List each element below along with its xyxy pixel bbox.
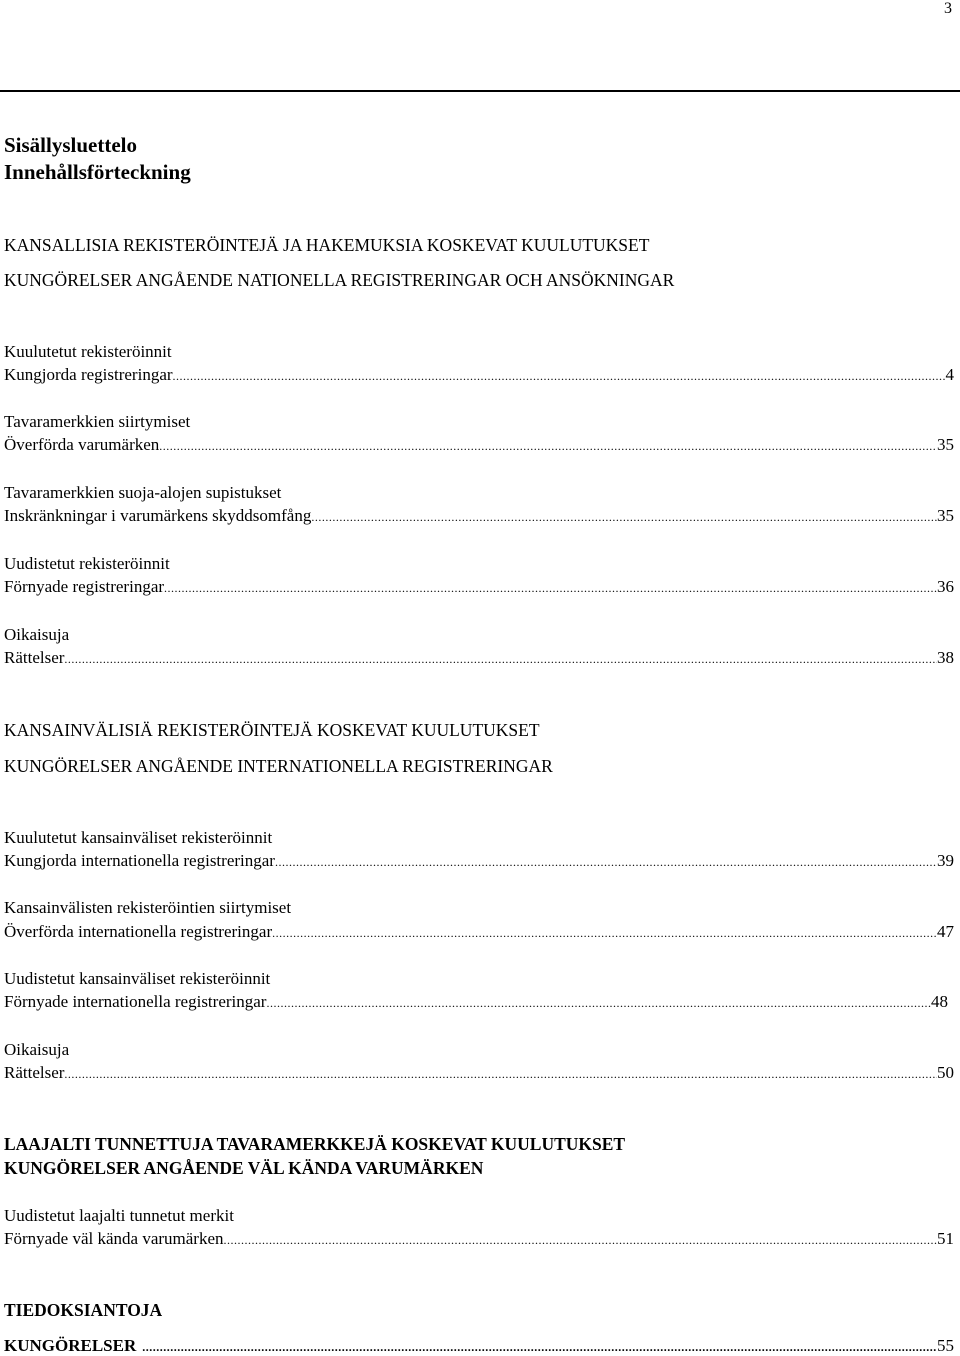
section-heading-national-fi: KANSALLISIA REKISTERÖINTEJÄ JA HAKEMUKSIA KOSKEVAT KUULUTUKSET — [4, 235, 650, 255]
entry-sv: Förnyade internationella registreringar — [4, 992, 267, 1011]
entry-sv: Förnyade registreringar — [4, 577, 165, 596]
page-number: 3 — [944, 0, 952, 17]
entry-sv: Förnyade väl kända varumärken — [4, 1229, 224, 1248]
dot-leader — [142, 1341, 937, 1353]
dot-leader — [164, 582, 937, 594]
toc-entry[interactable] — [4, 435, 954, 455]
entry-sv: Kungjorda registreringar — [4, 365, 173, 384]
entry-sv: Inskränkningar i varumärkens skyddsomfång — [4, 506, 312, 525]
toc-entry[interactable] — [4, 851, 954, 871]
toc-title-fi: Sisällysluettelo — [4, 133, 138, 157]
dot-leader — [266, 997, 931, 1009]
header-rule — [0, 90, 960, 92]
dot-leader — [173, 370, 946, 382]
entry-fi: Oikaisuja — [4, 625, 70, 644]
section-heading-international-fi: KANSAINVÄLISIÄ REKISTERÖINTEJÄ KOSKEVAT KUULUTUKSET — [4, 720, 540, 740]
section-heading-national-sv: KUNGÖRELSER ANGÅENDE NATIONELLA REGISTRERINGAR OCH ANSÖKNINGAR — [4, 270, 675, 290]
entry-fi: Oikaisuja — [4, 1040, 70, 1059]
entry-fi: Tavaramerkkien siirtymiset — [4, 412, 191, 431]
entry-page: 4 — [945, 365, 954, 384]
entry-sv: Kungjorda internationella registreringar — [4, 851, 275, 870]
toc-entry[interactable] — [4, 365, 954, 385]
entry-page: 36 — [937, 577, 954, 596]
entry-sv: Överförda internationella registreringar — [4, 922, 273, 941]
dot-leader — [64, 1068, 937, 1080]
entry-fi: Kansainvälisten rekisteröintien siirtymiset — [4, 898, 292, 917]
toc-entry[interactable] — [4, 1063, 954, 1083]
dot-leader — [272, 927, 937, 939]
dot-leader — [224, 1234, 938, 1246]
entry-sv: Rättelser — [4, 1063, 65, 1082]
entry-fi: Uudistetut kansainväliset rekisteröinnit — [4, 969, 271, 988]
toc-entry[interactable] — [4, 922, 954, 942]
toc-entry[interactable] — [4, 506, 954, 526]
toc-entry[interactable] — [4, 648, 954, 668]
entry-fi: Kuulutetut rekisteröinnit — [4, 342, 172, 361]
toc-title-sv: Innehållsförteckning — [4, 160, 191, 184]
section-heading-wellknown-fi: LAAJALTI TUNNETTUJA TAVARAMERKKEJÄ KOSKEVAT KUULUTUKSET — [4, 1134, 626, 1154]
entry-page: 47 — [937, 922, 954, 941]
section-heading-international-sv: KUNGÖRELSER ANGÅENDE INTERNATIONELLA REGISTRERINGAR — [4, 756, 553, 776]
entry-page: 51 — [937, 1229, 954, 1248]
dot-leader — [311, 511, 937, 523]
dot-leader — [275, 856, 937, 868]
entry-fi: Tavaramerkkien suoja-alojen supistukset — [4, 483, 282, 502]
toc-entry[interactable] — [4, 992, 948, 1012]
section-heading-wellknown-sv: KUNGÖRELSER ANGÅENDE VÄL KÄNDA VARUMÄRKEN — [4, 1158, 484, 1178]
toc-entry[interactable] — [4, 1336, 954, 1356]
entry-sv: Rättelser — [4, 648, 65, 667]
dot-leader — [64, 653, 937, 665]
entry-page: 38 — [937, 648, 954, 667]
entry-sv: Överförda varumärken — [4, 435, 160, 454]
toc-entry[interactable] — [4, 577, 954, 597]
dot-leader — [159, 440, 937, 452]
entry-fi: Uudistetut laajalti tunnetut merkit — [4, 1206, 234, 1225]
toc-entry[interactable] — [4, 1229, 954, 1249]
entry-fi: Kuulutetut kansainväliset rekisteröinnit — [4, 828, 273, 847]
entry-page: 48 — [931, 992, 948, 1011]
entry-page: 35 — [937, 506, 954, 525]
entry-page: 39 — [937, 851, 954, 870]
entry-page: 55 — [937, 1336, 954, 1355]
notices-sv-heading: KUNGÖRELSER — [4, 1336, 137, 1355]
section-heading-notices-fi: TIEDOKSIANTOJA — [4, 1300, 163, 1320]
entry-page: 50 — [937, 1063, 954, 1082]
entry-fi: Uudistetut rekisteröinnit — [4, 554, 170, 573]
entry-page: 35 — [937, 435, 954, 454]
